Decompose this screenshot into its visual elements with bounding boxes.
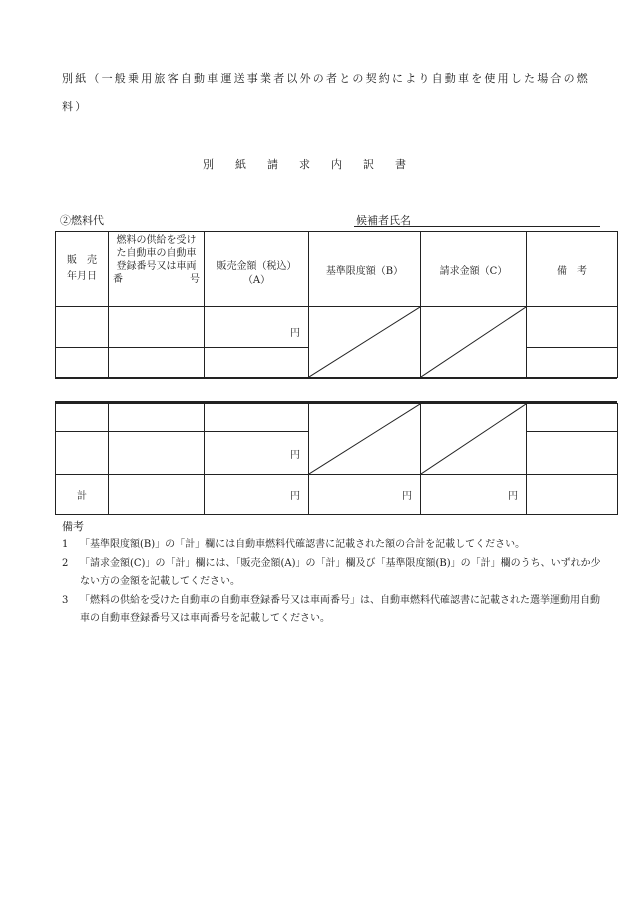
cell-sales-amount[interactable] [205, 432, 309, 475]
cell-date[interactable] [56, 347, 109, 377]
table-row [56, 404, 618, 432]
cell-vehicle[interactable] [109, 432, 205, 475]
statement-table-lower [55, 403, 618, 515]
note-text: 「基準限度額(B)」の「計」欄には自動車燃料代確認書に記載された額の合計を記載してください。 [80, 539, 526, 550]
cell-remarks[interactable] [527, 307, 618, 348]
table-break-line-top [55, 377, 617, 379]
yen-unit: 円 [290, 491, 300, 502]
header-line-2: 料） [62, 100, 89, 113]
cell-vehicle[interactable] [109, 307, 205, 348]
note-item [62, 555, 602, 591]
cell-sales-amount[interactable] [205, 347, 309, 377]
note-item [62, 592, 602, 628]
cell-remarks[interactable] [527, 404, 618, 432]
header-sales-amount-line1: 販売金額（税込） [216, 261, 297, 272]
cell-date[interactable] [56, 307, 109, 348]
total-claim-amount[interactable] [421, 475, 527, 515]
total-row [56, 475, 618, 515]
total-remarks[interactable] [527, 475, 618, 515]
cell-base-limit-diagonal [309, 404, 421, 475]
header-vehicle-number: 燃料の供給を受けた自動車の自動車登録番号又は車両番号 [109, 232, 205, 307]
note-number: 2 [62, 558, 69, 569]
cell-claim-diagonal [421, 307, 527, 378]
cell-remarks[interactable] [527, 347, 618, 377]
section-label: ②燃料代 [60, 214, 104, 227]
total-label: 計 [56, 475, 109, 515]
header-sales-amount-line2: （A） [242, 275, 271, 286]
header-sales-date-line2: 年月日 [67, 271, 97, 282]
table-row [56, 307, 618, 348]
cell-sales-amount[interactable] [205, 307, 309, 348]
notes-heading: 備考 [62, 520, 84, 533]
header-claim-amount: 請求金額（C） [421, 232, 527, 307]
note-number: 1 [62, 539, 69, 550]
header-base-limit: 基準限度額（B） [309, 232, 421, 307]
cell-vehicle[interactable] [109, 347, 205, 377]
cell-base-limit-diagonal [309, 307, 421, 378]
header-sales-amount [205, 232, 309, 307]
candidate-label: 候補者氏名 [356, 214, 411, 227]
note-item [62, 536, 602, 554]
cell-claim-diagonal [421, 404, 527, 475]
yen-unit: 円 [290, 449, 300, 461]
candidate-name-line [354, 226, 600, 227]
cell-vehicle[interactable] [109, 404, 205, 432]
note-number: 3 [62, 595, 69, 606]
statement-table-upper [55, 231, 618, 378]
cell-vehicle-total [109, 475, 205, 515]
yen-unit: 円 [508, 491, 518, 502]
yen-unit: 円 [402, 491, 412, 502]
cell-remarks[interactable] [527, 432, 618, 475]
cell-date[interactable] [56, 404, 109, 432]
header-remarks: 備 考 [527, 232, 618, 307]
cell-sales-amount[interactable] [205, 404, 309, 432]
note-text: 「請求金額(C)」の「計」欄には、「販売金額(A)」の「計」欄及び「基準限度額(B)」の「計」欄のうち、いずれか少ない方の金額を記載してください。 [80, 558, 601, 587]
note-text: 「燃料の供給を受けた自動車の自動車登録番号又は車両番号」は、自動車燃料代確認書に記載された選挙運動用自動車の自動車登録番号又は車両番号を記載してください。 [80, 595, 600, 624]
header-sales-date [56, 232, 109, 307]
header-sales-date-line1: 販 売 [67, 255, 97, 266]
total-base-limit[interactable] [309, 475, 421, 515]
yen-unit: 円 [290, 327, 300, 339]
document-title: 別紙請求内訳書 [203, 158, 427, 171]
cell-date[interactable] [56, 432, 109, 475]
header-line-1: 別紙（一般乗用旅客自動車運送事業者以外の者との契約により自動車を使用した場合の燃 [62, 72, 590, 85]
total-sales-amount[interactable] [205, 475, 309, 515]
